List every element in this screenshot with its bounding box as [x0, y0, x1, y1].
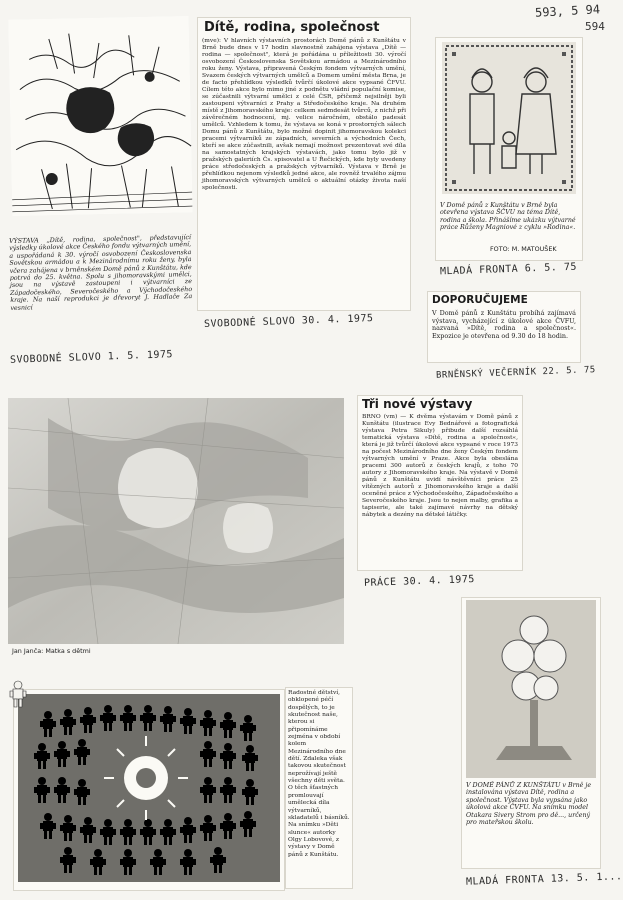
handwritten-source-brnensky-vecernik: BRNĚNSKÝ VEČERNÍK 22. 5. 75	[435, 365, 596, 381]
handwritten-source-prace: PRÁCE 30. 4. 1975	[363, 574, 476, 589]
strom-caption: V DOMĚ PÁNŮ Z KUNŠTÁTU v Brně je instalována výstava Dítě, rodina a společnost. Výstava byla vypsána jako úkolová akce ČVFU. Na snímku model Otakara Sivery Strom pro dě..., určený pro mateřskou školu.	[466, 782, 592, 827]
clip-dite-rodina-spolecnost	[198, 18, 410, 310]
clip-kunstat-rodina	[436, 38, 582, 260]
matka-caption: Jan Janča: Matka s dětmi	[12, 647, 91, 655]
handwritten-source-mlada-fronta-1: MLADÁ FRONTA 6. 5. 75	[439, 261, 578, 278]
radostne-body: Radostné dětství, obklopené péčí dospělých, to je skutečnost naše, kterou si připomínáme zejména v období kolem Mezinárodního dne dětí. Zdaleka však takovou skutečnost neprožívají ještě všechny děti světa. O těch šťastných promlouvají umělecká díla výtvarníků, skladatelů i básníků. Na snímku »Děti slunce« autorky Olgy Lobovové, z výstavy v Domě pánů z Kunštátu.	[288, 690, 350, 858]
tri-title: Tři nové výstavy	[362, 397, 473, 411]
clip-radostne-detstvi	[286, 688, 352, 888]
clip-deti-slunce	[14, 690, 284, 890]
woodcut-village-illustration	[8, 16, 192, 216]
article-title: Dítě, rodina, společnost	[204, 20, 380, 35]
woodcut-image	[8, 16, 192, 216]
clip-matka-s-detmi	[8, 398, 344, 654]
strom-image	[466, 600, 596, 778]
clip-tri-nove-vystavy	[358, 396, 522, 570]
clip-strom-model	[462, 598, 600, 868]
tree-model-photo	[466, 600, 596, 778]
matka-s-detmi-image	[8, 398, 344, 644]
doporucujeme-body: V Domě pánů z Kunštátu probíhá zajímavá výstava, vycházející z úkolové akce ČVFU, nazvaná »Dítě, rodina a společnost«. Expozice je otevřena od 9.30 do 18 hodin.	[432, 309, 576, 340]
handwritten-source-mlada-fronta-2: MLADÁ FRONTA 13. 5. 1...	[465, 871, 623, 888]
doporucujeme-title: DOPORUČUJEME	[432, 294, 528, 306]
clip-doporucujeme	[428, 292, 580, 362]
archive-reference: 593, 5 94	[534, 2, 601, 20]
kunstat-caption: V Domě pánů z Kunštátu v Brně byla otevřena výstava ŠČVU na téma Dítě, rodina a škola. Přinášíme ukázku výtvarné práce Růženy Magniové z cyklu »Rodina«.	[440, 202, 576, 232]
article-body: (mve): V hlavních výstavních prostorách Domě pánů z Kunštátu v Brně bude dnes v 17 hodin slavnostně zahájena výstava „Dítě — rodina — společnost", která je pořádána u příležitosti 30. výročí osvobození Československa Sovětskou armádou a Mezinárodního roku ženy. Výstava, připravená Českým fondem výtvarných umění, Svazem českých výtvarných umělců a Domem umění města Brna, je de facto přehlídkou výsledků tvůrčí úkolové akce vypsané ČFVU. Cílem této akce bylo mimo jiné z podnětu vládní populační komise, se zúčastnili výtvarní umělci z celé ČSR, přičemž nejsilněji byli zastoupeni výtvarníci z Prahy a Středočeského kraje. Na druhém místě z Jihomoravského kraje: celkem sedmdesát tvůrců, z nichž při závěrečném hodnocení, mj. velice náročném, obstálo padesát umělců. Vzhledem k tomu, že výstava se koná v prostorných sálech Domu pánů z Kunštátu, bylo možné dopinit jihomoravskou kolekci pracemi výtvarníků ze západních, severních a východních Čech, kteří se akce zúčastnili, avšak nemají možnost prezentovat své díla na samostatných krajských výstavách, jako tomu bylo již v pražských galeriích Čs. spisovatel a U Řečických, kde byly uvedeny práce středočeských a pražských výtvarníků. Výstava v Brně je přehlídkou nejenom výsledků jedné akce, ale rovněž trvalého zájmu jihomoravských výtvarných umělců o aktuální otázky života naší společnosti.	[202, 38, 406, 191]
family-figures-illustration	[442, 42, 576, 194]
clip-vystava-woodcut	[2, 12, 197, 368]
foto-credit: FOTO: M. MATOUŠEK	[490, 245, 557, 253]
archive-reference-2: 594	[585, 20, 605, 33]
mother-with-children-painting	[8, 398, 344, 644]
rodina-artwork-image	[442, 42, 576, 194]
vystava-caption: VÝSTAVA „Dítě, rodina, společnost", představující výsledky úkolové akce Českého fondu výtvarných umění, a uspořádaná k 30. výročí osvobození Československa Sovětskou armádou a k Mezinárodnímu roku ženy, byla včera zahájena v brněnském Domě pánů z Kunštátu, kde potrvá do 25. května. Spolu s jihomoravskými umělci, jsou na výstavě zastoupeni i výtvarníci ze Západočeského, Severočeského a Východočeského kraje. Na naší reprodukci je dřevoryt J. Hadlače Za vesnicí	[8, 234, 193, 312]
handwritten-source-svobodne-slovo-1: SVOBODNÉ SLOVO 1. 5. 1975	[9, 349, 174, 366]
handwritten-source-svobodne-slovo-2: SVOBODNÉ SLOVO 30. 4. 1975	[203, 313, 374, 330]
children-of-the-sun-artwork	[18, 694, 280, 882]
tri-body: BRNO (vm) — K dvěma výstavám v Domě pánů z Kunštátu (ilustrace Evy Bednářové a fotografická výstava Petra Sikuly) přibude další rozsáhlá tematická výstava »Dítě, rodina a společnost«, která je již tvůrčí úkolové akce vypsané v roce 1973 na počest Mezinárodního dne ženy Českým fondem výtvarných umění v Praze. Akce byla obeslána pracemi 300 autorů z českých krajů, z toho 70 autory z Jihomoravského kraje. Na výstavě v Domě pánů z Kunštátu uvidí návštěvníci práce 25 vítězných autorů z Jihomoravského kraje a další oceněné práce z Východočeského, Západočeského a Severočeského kraje. Jsou to nejen malby, grafika a tapiserie, ale také zajímavé návrhy na dětský nábytek a dezény na dětské látičky.	[362, 414, 518, 518]
deti-slunce-image	[18, 694, 280, 882]
